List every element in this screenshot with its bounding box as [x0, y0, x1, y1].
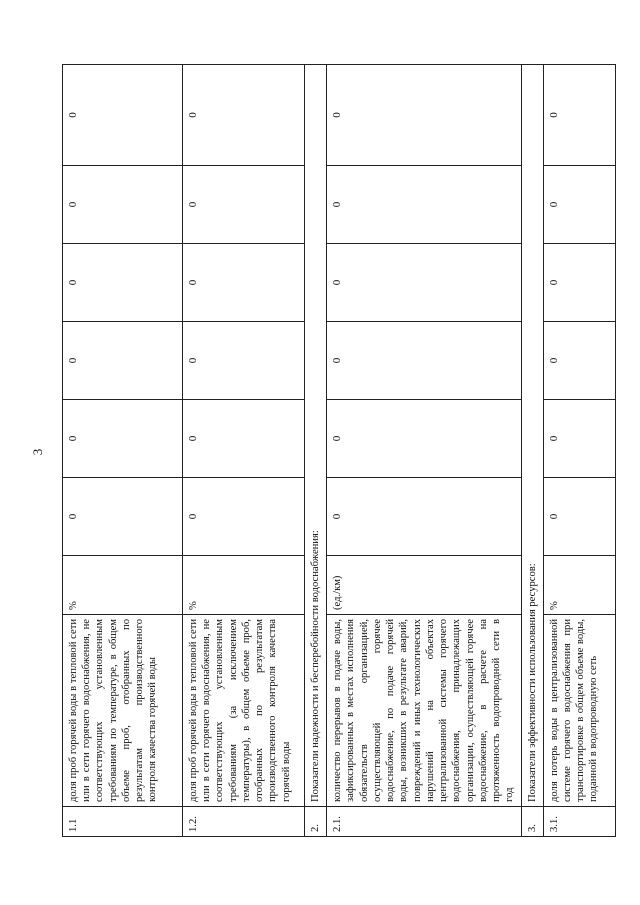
- value-cell: 0: [327, 166, 521, 244]
- row-unit: %: [63, 556, 183, 615]
- row-number: 2.1.: [327, 807, 521, 837]
- section-title: Показатели надежности и бесперебойности водоснабжения:: [305, 65, 327, 807]
- value-cell: 0: [63, 166, 183, 244]
- row-unit: %: [183, 556, 305, 615]
- row-unit: %: [543, 556, 615, 615]
- value-cell: 0: [63, 322, 183, 400]
- row-unit: (ед./км): [327, 556, 521, 615]
- row-description: количество перерывов в подаче воды, зафиксированных в местах исполнения обязательств организацией, осуществляющей горячее водоснабжение, по подаче горячей воды, возникших в результате аварий, повреждений и иных технологических нарушений на объектах централизованной системы горячего водоснабжения, принадлежащих организации, осуществляющей горячее водоснабжение, в расчете на протяженность водопроводной сети в год: [327, 615, 521, 807]
- table-row: [183, 65, 305, 837]
- value-cell: 0: [543, 65, 615, 166]
- value-cell: 0: [327, 478, 521, 556]
- row-description: доля проб горячей воды в тепловой сети или в сети горячего водоснабжения, не соответствующих установленным требованиям по температуре, в общем объеме проб, отобранных по результатам производственного контроля качества горячей воды: [63, 615, 183, 807]
- value-cell: 0: [183, 65, 305, 166]
- value-cell: 0: [327, 400, 521, 478]
- section-number: 2.: [305, 807, 327, 837]
- value-cell: 0: [63, 65, 183, 166]
- value-cell: 0: [183, 400, 305, 478]
- value-cell: 0: [327, 65, 521, 166]
- indicators-table: [62, 64, 616, 837]
- value-cell: 0: [327, 322, 521, 400]
- rotated-table-area: [62, 65, 600, 837]
- section-row: [305, 65, 327, 837]
- row-description: доля проб горячей воды в тепловой сети или в сети горячего водоснабжения, не соответствующих установленным требованиям (за исключением температуры), в общем объеме проб, отобранных по результатам производственного контроля качества горячей воды: [183, 615, 305, 807]
- table-row: [63, 65, 183, 837]
- value-cell: 0: [543, 478, 615, 556]
- value-cell: 0: [543, 166, 615, 244]
- row-number: 1.2.: [183, 807, 305, 837]
- row-number: 1.1: [63, 807, 183, 837]
- value-cell: 0: [183, 244, 305, 322]
- value-cell: 0: [63, 244, 183, 322]
- value-cell: 0: [543, 244, 615, 322]
- table-row: [543, 65, 615, 837]
- section-row: [521, 65, 543, 837]
- value-cell: 0: [63, 478, 183, 556]
- section-title: Показатели эффективности использования ресурсов:: [521, 65, 543, 807]
- table-row: [327, 65, 521, 837]
- value-cell: 0: [63, 400, 183, 478]
- value-cell: 0: [543, 400, 615, 478]
- value-cell: 0: [543, 322, 615, 400]
- row-description: доля потерь воды в централизованной системе горячего водоснабжения при транспортировке в общем объеме воды, поданной в водопроводную сеть: [543, 615, 615, 807]
- page-number: 3: [30, 448, 45, 456]
- value-cell: 0: [183, 322, 305, 400]
- value-cell: 0: [183, 478, 305, 556]
- value-cell: 0: [327, 244, 521, 322]
- section-number: 3.: [521, 807, 543, 837]
- value-cell: 0: [183, 166, 305, 244]
- row-number: 3.1.: [543, 807, 615, 837]
